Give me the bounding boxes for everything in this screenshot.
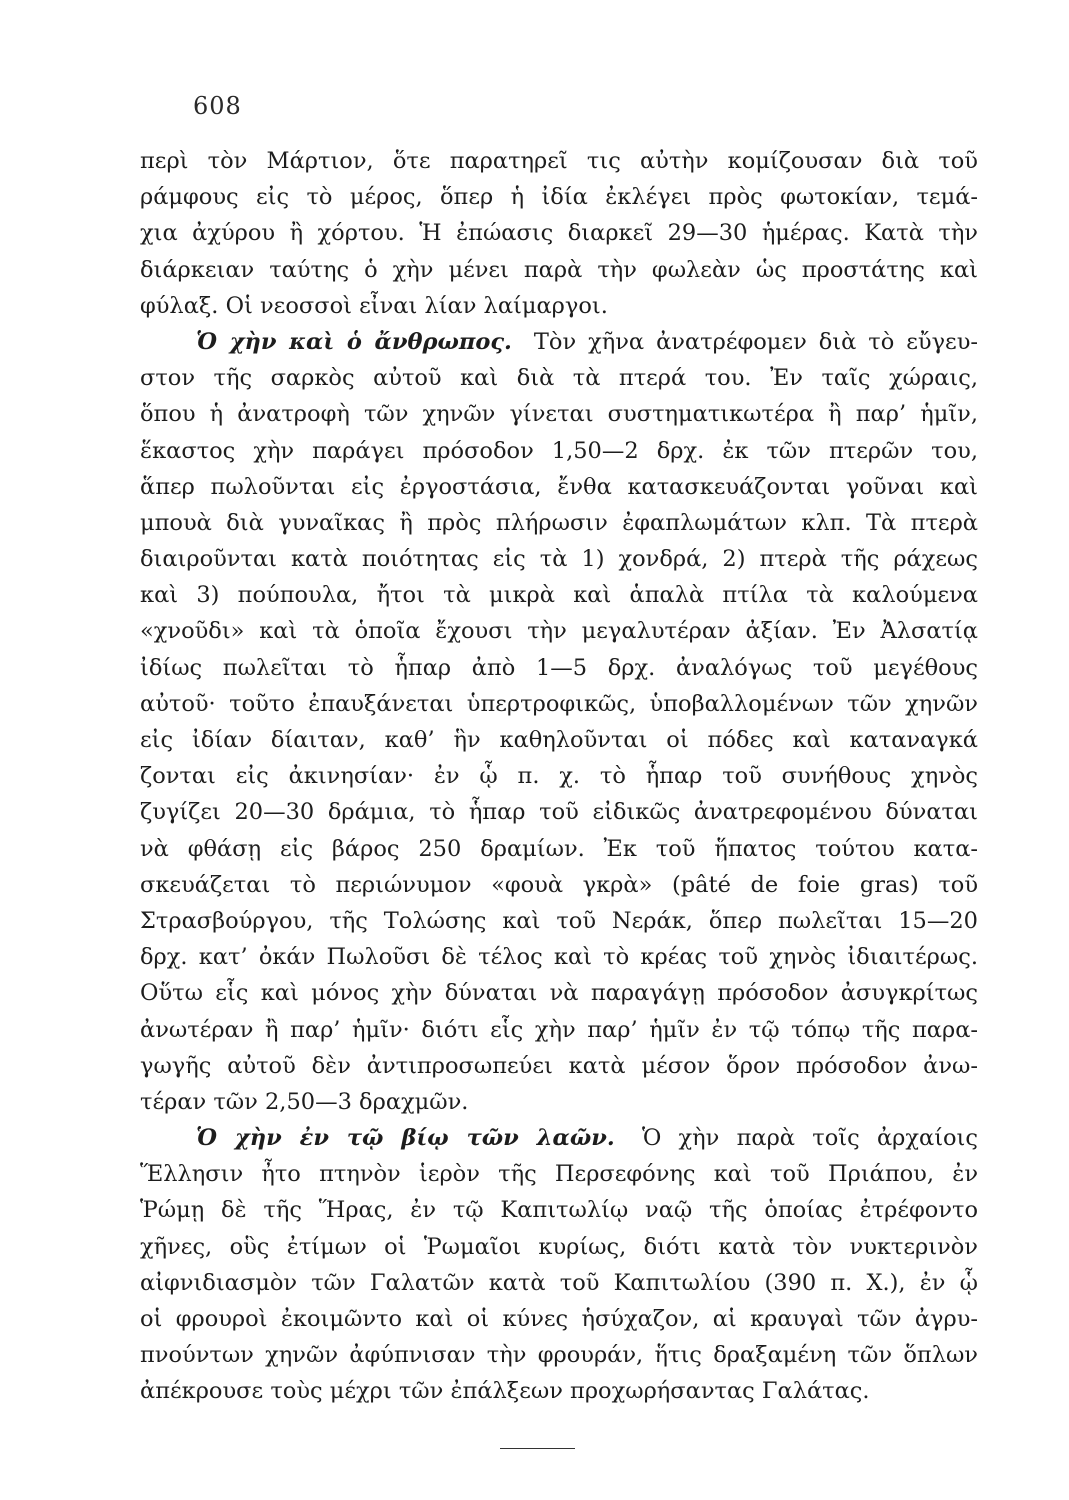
text-line: ἅπερ πωλοῦνται εἰς ἐργοστάσια, ἔνθα κατασκευάζονται γοῦναι καὶ	[140, 473, 978, 500]
text-line: δρχ. κατ’ ὀκάν Πωλοῦσι δὲ τέλος καὶ τὸ κρέας τοῦ χηνὸς ἰδιαιτέρως.	[140, 944, 978, 971]
text-line: Ἕλλησιν ἦτο πτηνὸν ἱερὸν τῆς Περσεφόνης καὶ τοῦ Πριάπου, ἐν	[140, 1161, 978, 1188]
text-line: αὐτοῦ· τοῦτο ἐπαυξάνεται ὑπερτροφικῶς, ὑποβαλλομένων τῶν χηνῶν	[140, 690, 978, 717]
text-line: ζυγίζει 20—30 δράμια, τὸ ἧπαρ τοῦ εἰδικῶς ἀνατρεφομένου δύναται	[140, 799, 978, 826]
text-span: Ὁ χὴν παρὰ τοῖς ἀρχαίοις	[641, 1125, 978, 1152]
page-number: 608	[193, 92, 242, 120]
text-line	[140, 1120, 978, 1156]
text-line: ὅπου ἡ ἀνατροφὴ τῶν χηνῶν γίνεται συστηματικωτέρα ἢ παρ’ ἡμῖν,	[140, 401, 978, 428]
text-line: φύλαξ. Οἱ νεοσσοὶ εἶναι λίαν λαίμαργοι.	[140, 292, 608, 319]
body-text	[140, 143, 978, 1410]
text-line: οἱ φρουροὶ ἐκοιμῶντο καὶ οἱ κύνες ἡσύχαζον, αἱ κραυγαὶ τῶν ἀγρυ-	[140, 1306, 978, 1332]
text-line: περὶ τὸν Μάρτιον, ὅτε παρατηρεῖ τις αὐτὴν κομίζουσαν διὰ τοῦ	[140, 148, 978, 174]
text-line: πνούντων χηνῶν ἀφύπνισαν τὴν φρουράν, ἥτις δραξαμένη τῶν ὅπλων	[140, 1342, 978, 1369]
footer-rule	[500, 1448, 575, 1449]
text-line: ἀνωτέραν ἢ παρ’ ἡμῖν· διότι εἷς χὴν παρ’ ἡμῖν ἐν τῷ τόπῳ τῆς παρα-	[140, 1016, 978, 1043]
text-line: γωγῆς αὐτοῦ δὲν ἀντιπροσωπεύει κατὰ μέσον ὅρον πρόσοδον ἀνω-	[140, 1052, 978, 1079]
text-line: ἕκαστος χὴν παράγει πρόσοδον 1,50—2 δρχ. ἐκ τῶν πτερῶν του,	[140, 437, 978, 464]
text-line: εἰς ἰδίαν δίαιταν, καθ’ ἣν καθηλοῦνται οἱ πόδες καὶ καταναγκά	[140, 727, 978, 753]
text-line	[140, 324, 978, 360]
text-line: σκευάζεται τὸ περιώνυμον «φουὰ γκρὰ» (pâté de foie gras) τοῦ	[140, 871, 978, 898]
text-line: Ῥώμῃ δὲ τῆς Ἥρας, ἐν τῷ Καπιτωλίῳ ναῷ τῆς ὁποίας ἐτρέφοντο	[140, 1197, 978, 1224]
text-line: Οὕτω εἷς καὶ μόνος χὴν δύναται νὰ παραγάγῃ πρόσοδον ἀσυγκρίτως	[140, 980, 978, 1007]
text-line: Στρασβούργου, τῆς Τολώσης καὶ τοῦ Νεράκ, ὅπερ πωλεῖται 15—20	[140, 907, 978, 934]
section-heading: Ὁ χὴν ἐν τῷ βίῳ τῶν λαῶν.	[196, 1125, 615, 1152]
text-line: ζονται εἰς ἀκινησίαν· ἐν ᾧ π. χ. τὸ ἧπαρ τοῦ συνήθους χηνὸς	[140, 763, 978, 790]
text-line: διαιροῦνται κατὰ ποιότητας εἰς τὰ 1) χονδρά, 2) πτερὰ τῆς ράχεως	[140, 546, 978, 573]
text-line: ἰδίως πωλεῖται τὸ ἧπαρ ἀπὸ 1—5 δρχ. ἀναλόγως τοῦ μεγέθους	[140, 654, 978, 681]
text-line: νὰ φθάσῃ εἰς βάρος 250 δραμίων. Ἐκ τοῦ ἥπατος τούτου κατα-	[140, 835, 978, 862]
text-line: καὶ 3) πούπουλα, ἤτοι τὰ μικρὰ καὶ ἁπαλὰ πτίλα τὰ καλούμενα	[140, 582, 978, 609]
text-line: χῆνες, οὓς ἐτίμων οἱ Ῥωμαῖοι κυρίως, διότι κατὰ τὸν νυκτερινὸν	[140, 1233, 978, 1260]
text-line: αἰφνιδιασμὸν τῶν Γαλατῶν κατὰ τοῦ Καπιτωλίου (390 π. Χ.), ἐν ᾧ	[140, 1269, 978, 1296]
text-line: στον τῆς σαρκὸς αὐτοῦ καὶ διὰ τὰ πτερά του. Ἐν ταῖς χώραις,	[140, 365, 978, 392]
text-line: τέραν τῶν 2,50—3 δραχμῶν.	[140, 1088, 469, 1115]
text-line: ράμφους εἰς τὸ μέρος, ὅπερ ἡ ἰδία ἐκλέγει πρὸς φωτοκίαν, τεμά-	[140, 184, 978, 211]
text-line: χια ἀχύρου ἢ χόρτου. Ἡ ἐπώασις διαρκεῖ 29—30 ἡμέρας. Κατὰ τὴν	[140, 220, 978, 247]
text-line: «χνοῦδι» καὶ τὰ ὁποῖα ἔχουσι τὴν μεγαλυτέραν ἀξίαν. Ἐν Ἀλσατίᾳ	[140, 618, 978, 645]
text-line: ἀπέκρουσε τοὺς μέχρι τῶν ἐπάλξεων προχωρήσαντας Γαλάτας.	[140, 1378, 870, 1405]
section-heading: Ὁ χὴν καὶ ὁ ἄνθρωπος.	[196, 328, 512, 355]
text-line: διάρκειαν ταύτης ὁ χὴν μένει παρὰ τὴν φωλεὰν ὡς προστάτης καὶ	[140, 256, 978, 283]
text-line: μπουὰ διὰ γυναῖκας ἢ πρὸς πλήρωσιν ἐφαπλωμάτων κλπ. Τὰ πτερὰ	[140, 509, 978, 536]
text-span: Τὸν χῆνα ἀνατρέφομεν διὰ τὸ εὔγευ-	[533, 328, 978, 355]
